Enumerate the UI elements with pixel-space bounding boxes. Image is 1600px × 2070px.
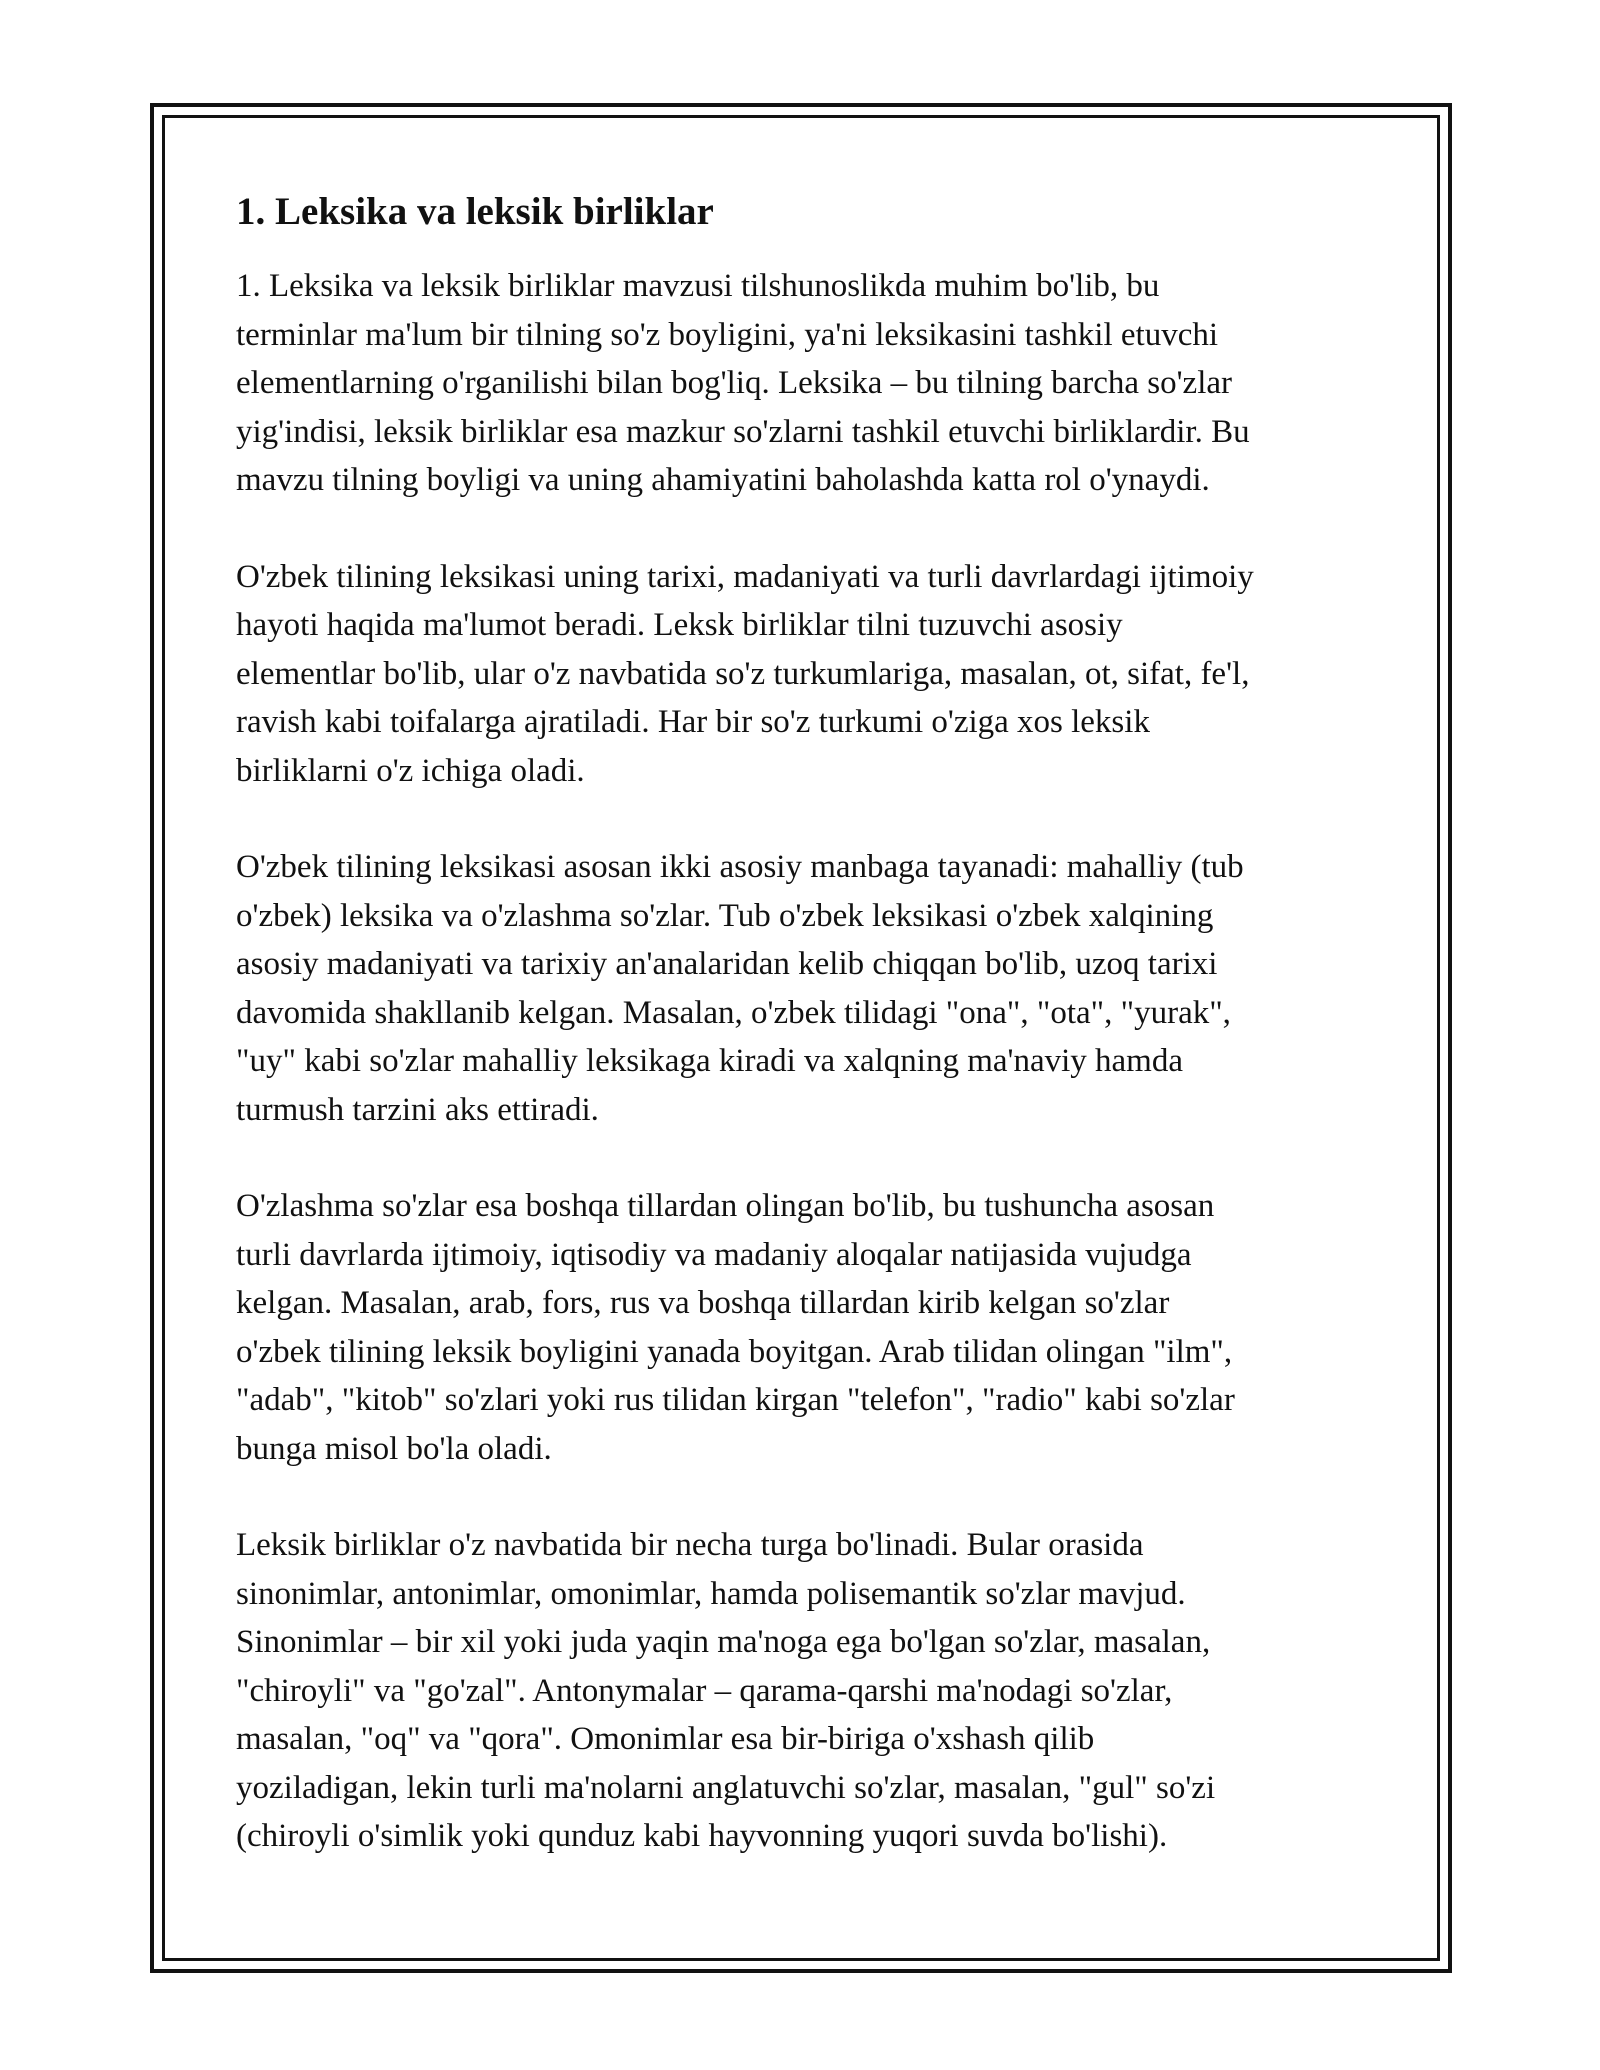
text-line: asosiy madaniyati va tarixiy an'analaridan kelib chiqqan bo'lib, uzoq tarixi xyxy=(236,946,1218,982)
text-line: turli davrlarda ijtimoiy, iqtisodiy va madaniy aloqalar natijasida vujudga xyxy=(236,1236,1192,1273)
text-line: bunga misol bo'la oladi. xyxy=(236,1430,552,1467)
text-line: hayoti haqida ma'lumot beradi. Leksk birliklar tilni tuzuvchi asosiy xyxy=(236,607,1123,643)
paragraph-2 xyxy=(236,553,1386,796)
text-line: 1. Leksika va leksik birliklar mavzusi tilshunoslikda muhim bo'lib, bu xyxy=(236,268,1160,304)
text-line: (chiroyli o'simlik yoki qunduz kabi hayvonning yuqori suvda bo'lishi). xyxy=(236,1818,1168,1854)
text-line: yig'indisi, leksik birliklar esa mazkur so'zlarni tashkil etuvchi birliklardir. Bu xyxy=(236,413,1250,450)
document-body xyxy=(236,188,1386,1909)
paragraph-4 xyxy=(236,1182,1386,1473)
text-line: elementlar bo'lib, ular o'z navbatida so'z turkumlariga, masalan, ot, sifat, fe'l, xyxy=(236,655,1250,692)
text-line: "uy" kabi so'zlar mahalliy leksikaga kiradi va xalqning ma'naviy hamda xyxy=(236,1043,1183,1079)
text-line: Sinonimlar – bir xil yoki juda yaqin ma'noga ega bo'lgan so'zlar, masalan, xyxy=(236,1624,1211,1660)
paragraph-1 xyxy=(236,262,1386,505)
text-line: elementlarning o'rganilishi bilan bog'liq. Leksika – bu tilning barcha so'zlar xyxy=(236,365,1232,401)
text-line: "chiroyli" va "go'zal". Antonymalar – qarama-qarshi ma'nodagi so'zlar, xyxy=(236,1672,1173,1709)
text-line: birliklarni o'z ichiga oladi. xyxy=(236,752,585,789)
text-line: sinonimlar, antonimlar, omonimlar, hamda polisemantik so'zlar mavjud. xyxy=(236,1575,1186,1612)
text-line: yoziladigan, lekin turli ma'nolarni anglatuvchi so'zlar, masalan, "gul" so'zi xyxy=(236,1769,1216,1806)
text-line: O'zbek tilining leksikasi uning tarixi, madaniyati va turli davrlardagi ijtimoiy xyxy=(236,558,1254,595)
paragraph-5 xyxy=(236,1521,1386,1861)
page-title: 1. Leksika va leksik birliklar xyxy=(236,190,714,233)
text-line: terminlar ma'lum bir tilning so'z boyligini, ya'ni leksikasini tashkil etuvchi xyxy=(236,316,1219,353)
text-line: turmush tarzini aks ettiradi. xyxy=(236,1091,599,1128)
text-line: o'zbek tilining leksik boyligini yanada boyitgan. Arab tilidan olingan "ilm", xyxy=(236,1333,1233,1370)
text-line: O'zlashma so'zlar esa boshqa tillardan olingan bo'lib, bu tushuncha asosan xyxy=(236,1188,1215,1224)
paragraph-3 xyxy=(236,843,1386,1134)
text-line: mavzu tilning boyligi va uning ahamiyatini baholashda katta rol o'ynaydi. xyxy=(236,462,1210,498)
text-line: "adab", "kitob" so'zlari yoki rus tilidan kirgan "telefon", "radio" kabi so'zlar xyxy=(236,1382,1235,1418)
text-line: davomida shakllanib kelgan. Masalan, o'zbek tilidagi "ona", "ota", "yurak", xyxy=(236,994,1231,1031)
text-line: O'zbek tilining leksikasi asosan ikki asosiy manbaga tayanadi: mahalliy (tub xyxy=(236,849,1244,885)
text-line: kelgan. Masalan, arab, fors, rus va boshqa tillardan kirib kelgan so'zlar xyxy=(236,1285,1170,1321)
text-line: ravish kabi toifalarga ajratiladi. Har bir so'z turkumi o'ziga xos leksik xyxy=(236,704,1150,740)
text-line: masalan, "oq" va "qora". Omonimlar esa bir-biriga o'xshash qilib xyxy=(236,1721,1095,1757)
text-line: Leksik birliklar o'z navbatida bir necha turga bo'linadi. Bular orasida xyxy=(236,1527,1144,1563)
text-line: o'zbek) leksika va o'zlashma so'zlar. Tub o'zbek leksikasi o'zbek xalqining xyxy=(236,897,1214,934)
